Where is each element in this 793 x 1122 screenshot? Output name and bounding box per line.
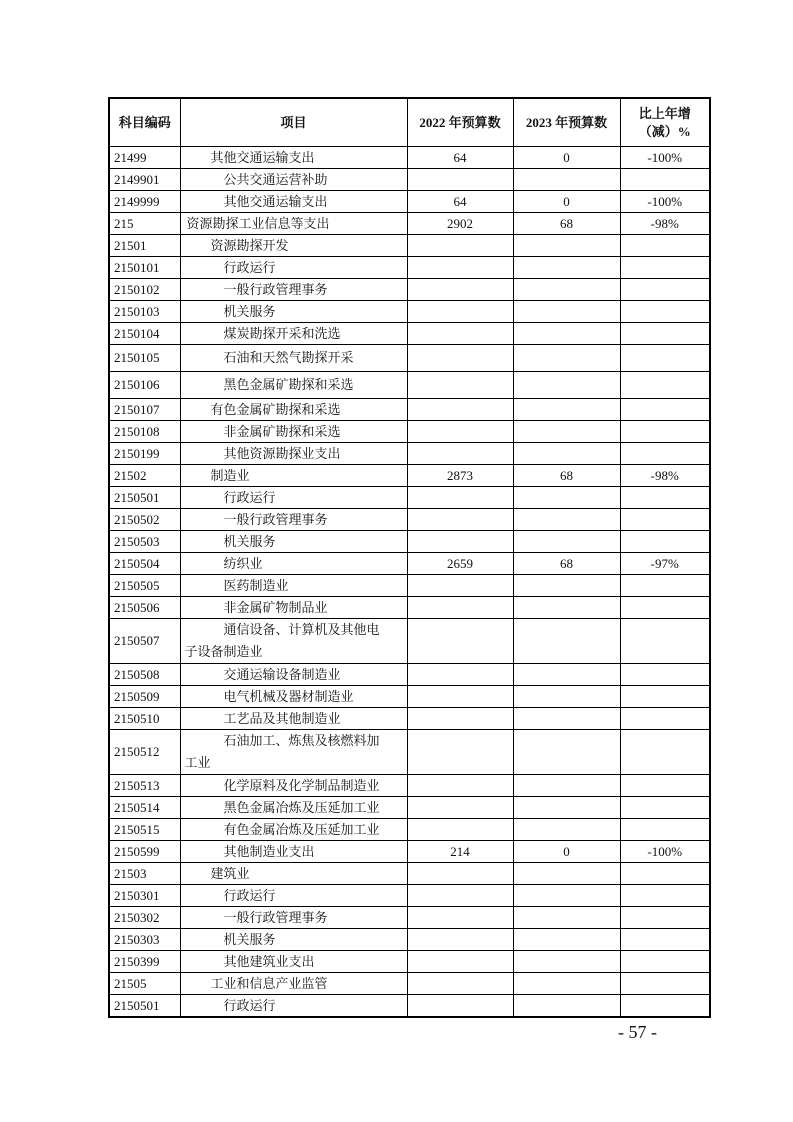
table-row: [109, 995, 710, 1018]
cell-code: 2150504: [109, 553, 180, 575]
cell-2023: [513, 509, 620, 531]
cell-change: [620, 929, 710, 951]
table-row: [109, 257, 710, 279]
cell-change: [620, 708, 710, 730]
cell-2023: 68: [513, 465, 620, 487]
cell-change: [620, 509, 710, 531]
cell-change: [620, 907, 710, 929]
cell-change: [620, 235, 710, 257]
cell-2023: [513, 686, 620, 708]
cell-name: 工业和信息产业监管: [180, 973, 407, 995]
cell-2022: [407, 421, 513, 443]
cell-change: [620, 421, 710, 443]
header-2022: 2022 年预算数: [407, 98, 513, 147]
cell-name: 资源勘探工业信息等支出: [180, 213, 407, 235]
cell-2023: [513, 575, 620, 597]
cell-2022: 64: [407, 147, 513, 169]
table-row: [109, 664, 710, 686]
cell-2022: [407, 235, 513, 257]
cell-change: [620, 301, 710, 323]
cell-2023: [513, 487, 620, 509]
cell-2023: 68: [513, 213, 620, 235]
cell-code: 2150506: [109, 597, 180, 619]
table-row: [109, 487, 710, 509]
cell-code: 2150512: [109, 730, 180, 775]
cell-name: 一般行政管理事务: [180, 509, 407, 531]
table-header-row: [109, 98, 710, 147]
cell-change: [620, 575, 710, 597]
cell-change: [620, 885, 710, 907]
cell-code: 2150102: [109, 279, 180, 301]
cell-2023: [513, 885, 620, 907]
cell-2022: 214: [407, 841, 513, 863]
cell-change: [620, 487, 710, 509]
cell-2023: [513, 951, 620, 973]
header-item: 项目: [180, 98, 407, 147]
cell-code: 2150105: [109, 345, 180, 372]
cell-name: 行政运行: [180, 995, 407, 1018]
header-code: 科目编码: [109, 98, 180, 147]
cell-2023: [513, 345, 620, 372]
cell-2022: [407, 863, 513, 885]
table-row: [109, 235, 710, 257]
cell-2022: [407, 372, 513, 399]
cell-change: [620, 995, 710, 1018]
cell-2022: [407, 487, 513, 509]
table-row: [109, 279, 710, 301]
cell-2023: [513, 797, 620, 819]
cell-code: 2150101: [109, 257, 180, 279]
cell-2023: [513, 730, 620, 775]
cell-change: [620, 797, 710, 819]
cell-name: 公共交通运营补助: [180, 169, 407, 191]
cell-2023: [513, 301, 620, 323]
cell-name: 医药制造业: [180, 575, 407, 597]
table-row: [109, 907, 710, 929]
cell-code: 2150503: [109, 531, 180, 553]
cell-2022: [407, 257, 513, 279]
cell-2023: 0: [513, 841, 620, 863]
cell-2023: [513, 708, 620, 730]
cell-2022: 64: [407, 191, 513, 213]
cell-change: [620, 531, 710, 553]
cell-name: 工艺品及其他制造业: [180, 708, 407, 730]
cell-code: 2149999: [109, 191, 180, 213]
cell-change: -98%: [620, 213, 710, 235]
cell-code: 2150103: [109, 301, 180, 323]
cell-change: [620, 686, 710, 708]
budget-table: [108, 97, 711, 1018]
table-row: [109, 708, 710, 730]
cell-name: 资源勘探开发: [180, 235, 407, 257]
cell-2022: [407, 730, 513, 775]
cell-change: [620, 619, 710, 664]
cell-2022: [407, 708, 513, 730]
cell-code: 2150508: [109, 664, 180, 686]
cell-code: 2150501: [109, 995, 180, 1018]
cell-code: 21501: [109, 235, 180, 257]
cell-2022: [407, 575, 513, 597]
header-2023: 2023 年预算数: [513, 98, 620, 147]
cell-change: -97%: [620, 553, 710, 575]
cell-change: [620, 664, 710, 686]
cell-2022: [407, 885, 513, 907]
cell-2023: [513, 443, 620, 465]
table-row: [109, 597, 710, 619]
table-row: [109, 399, 710, 421]
cell-2022: 2902: [407, 213, 513, 235]
table-row: [109, 819, 710, 841]
cell-code: 2150302: [109, 907, 180, 929]
cell-change: -100%: [620, 191, 710, 213]
cell-name: 一般行政管理事务: [180, 907, 407, 929]
cell-2022: [407, 399, 513, 421]
cell-2023: [513, 819, 620, 841]
cell-code: 21503: [109, 863, 180, 885]
cell-2023: [513, 597, 620, 619]
cell-code: 2149901: [109, 169, 180, 191]
cell-code: 2150108: [109, 421, 180, 443]
cell-change: [620, 973, 710, 995]
cell-change: [620, 443, 710, 465]
cell-name: 制造业: [180, 465, 407, 487]
table-row: [109, 213, 710, 235]
cell-2023: [513, 399, 620, 421]
cell-2023: [513, 995, 620, 1018]
cell-2022: [407, 995, 513, 1018]
cell-name: 石油加工、炼焦及核燃料加 工业: [180, 730, 407, 775]
cell-name: 通信设备、计算机及其他电 子设备制造业: [180, 619, 407, 664]
cell-change: [620, 372, 710, 399]
cell-change: [620, 323, 710, 345]
cell-2023: [513, 421, 620, 443]
table-row: [109, 191, 710, 213]
table-row: [109, 443, 710, 465]
cell-2022: [407, 686, 513, 708]
cell-2023: [513, 372, 620, 399]
cell-name: 非金属矿勘探和采选: [180, 421, 407, 443]
cell-2023: 0: [513, 147, 620, 169]
cell-name: 其他资源勘探业支出: [180, 443, 407, 465]
table-row: [109, 372, 710, 399]
table-row: [109, 553, 710, 575]
cell-code: 21505: [109, 973, 180, 995]
cell-2023: [513, 907, 620, 929]
cell-change: [620, 345, 710, 372]
cell-2022: [407, 169, 513, 191]
cell-2023: [513, 531, 620, 553]
table-row: [109, 509, 710, 531]
table-row: [109, 169, 710, 191]
cell-code: 2150301: [109, 885, 180, 907]
table-row: [109, 686, 710, 708]
cell-change: [620, 775, 710, 797]
table-row: [109, 730, 710, 775]
cell-code: 2150199: [109, 443, 180, 465]
table-row: [109, 775, 710, 797]
cell-2022: [407, 345, 513, 372]
cell-2022: [407, 531, 513, 553]
cell-code: 2150510: [109, 708, 180, 730]
cell-2022: [407, 301, 513, 323]
cell-code: 2150513: [109, 775, 180, 797]
cell-2022: [407, 279, 513, 301]
cell-2023: [513, 973, 620, 995]
cell-name: 其他交通运输支出: [180, 147, 407, 169]
cell-name: 机关服务: [180, 301, 407, 323]
cell-code: 2150107: [109, 399, 180, 421]
cell-name: 电气机械及器材制造业: [180, 686, 407, 708]
cell-name: 化学原料及化学制品制造业: [180, 775, 407, 797]
cell-name: 其他制造业支出: [180, 841, 407, 863]
table-row: [109, 973, 710, 995]
table-row: [109, 619, 710, 664]
cell-code: 21502: [109, 465, 180, 487]
cell-code: 215: [109, 213, 180, 235]
cell-change: -100%: [620, 147, 710, 169]
cell-2023: [513, 619, 620, 664]
cell-2023: [513, 929, 620, 951]
cell-2023: [513, 664, 620, 686]
cell-change: -100%: [620, 841, 710, 863]
cell-name: 建筑业: [180, 863, 407, 885]
cell-code: 2150106: [109, 372, 180, 399]
cell-2022: [407, 619, 513, 664]
cell-name: 黑色金属冶炼及压延加工业: [180, 797, 407, 819]
cell-2023: [513, 257, 620, 279]
cell-name: 机关服务: [180, 929, 407, 951]
cell-code: 2150399: [109, 951, 180, 973]
cell-change: [620, 819, 710, 841]
table-row: [109, 929, 710, 951]
cell-code: 2150509: [109, 686, 180, 708]
cell-change: [620, 597, 710, 619]
cell-2022: [407, 597, 513, 619]
cell-2022: [407, 929, 513, 951]
cell-code: 2150515: [109, 819, 180, 841]
cell-code: 2150514: [109, 797, 180, 819]
cell-2022: [407, 775, 513, 797]
cell-2022: 2873: [407, 465, 513, 487]
cell-2022: [407, 323, 513, 345]
table-row: [109, 531, 710, 553]
cell-2023: [513, 169, 620, 191]
table-row: [109, 885, 710, 907]
cell-name: 行政运行: [180, 885, 407, 907]
cell-2022: [407, 907, 513, 929]
cell-name: 行政运行: [180, 257, 407, 279]
cell-name: 纺织业: [180, 553, 407, 575]
table-row: [109, 797, 710, 819]
cell-2023: [513, 279, 620, 301]
table-row: [109, 465, 710, 487]
cell-code: 2150303: [109, 929, 180, 951]
cell-2023: [513, 235, 620, 257]
cell-name: 行政运行: [180, 487, 407, 509]
cell-name: 交通运输设备制造业: [180, 664, 407, 686]
header-change: 比上年增 （减）%: [620, 98, 710, 147]
cell-name: 机关服务: [180, 531, 407, 553]
cell-code: 2150104: [109, 323, 180, 345]
table-row: [109, 951, 710, 973]
cell-code: 2150599: [109, 841, 180, 863]
cell-name: 有色金属矿勘探和采选: [180, 399, 407, 421]
page-number: - 57 -: [618, 1022, 657, 1042]
cell-code: 21499: [109, 147, 180, 169]
cell-change: [620, 279, 710, 301]
table-row: [109, 421, 710, 443]
cell-2023: [513, 863, 620, 885]
table-row: [109, 841, 710, 863]
cell-name: 黑色金属矿勘探和采选: [180, 372, 407, 399]
cell-2022: [407, 819, 513, 841]
cell-name: 石油和天然气勘探开采: [180, 345, 407, 372]
cell-change: [620, 169, 710, 191]
cell-change: [620, 399, 710, 421]
cell-2022: 2659: [407, 553, 513, 575]
cell-code: 2150505: [109, 575, 180, 597]
cell-change: [620, 257, 710, 279]
cell-name: 其他建筑业支出: [180, 951, 407, 973]
cell-change: [620, 863, 710, 885]
cell-2022: [407, 973, 513, 995]
table-row: [109, 863, 710, 885]
table-row: [109, 147, 710, 169]
cell-code: 2150501: [109, 487, 180, 509]
cell-2023: 0: [513, 191, 620, 213]
cell-2022: [407, 664, 513, 686]
cell-name: 有色金属冶炼及压延加工业: [180, 819, 407, 841]
cell-name: 煤炭勘探开采和洗选: [180, 323, 407, 345]
cell-name: 一般行政管理事务: [180, 279, 407, 301]
cell-change: [620, 730, 710, 775]
table-row: [109, 575, 710, 597]
table-row: [109, 345, 710, 372]
cell-2023: [513, 775, 620, 797]
table-row: [109, 323, 710, 345]
cell-change: [620, 951, 710, 973]
table-row: [109, 301, 710, 323]
cell-2023: 68: [513, 553, 620, 575]
cell-2022: [407, 443, 513, 465]
cell-2022: [407, 951, 513, 973]
cell-name: 其他交通运输支出: [180, 191, 407, 213]
cell-2022: [407, 797, 513, 819]
cell-change: -98%: [620, 465, 710, 487]
cell-code: 2150502: [109, 509, 180, 531]
cell-2023: [513, 323, 620, 345]
cell-name: 非金属矿物制品业: [180, 597, 407, 619]
cell-code: 2150507: [109, 619, 180, 664]
cell-2022: [407, 509, 513, 531]
